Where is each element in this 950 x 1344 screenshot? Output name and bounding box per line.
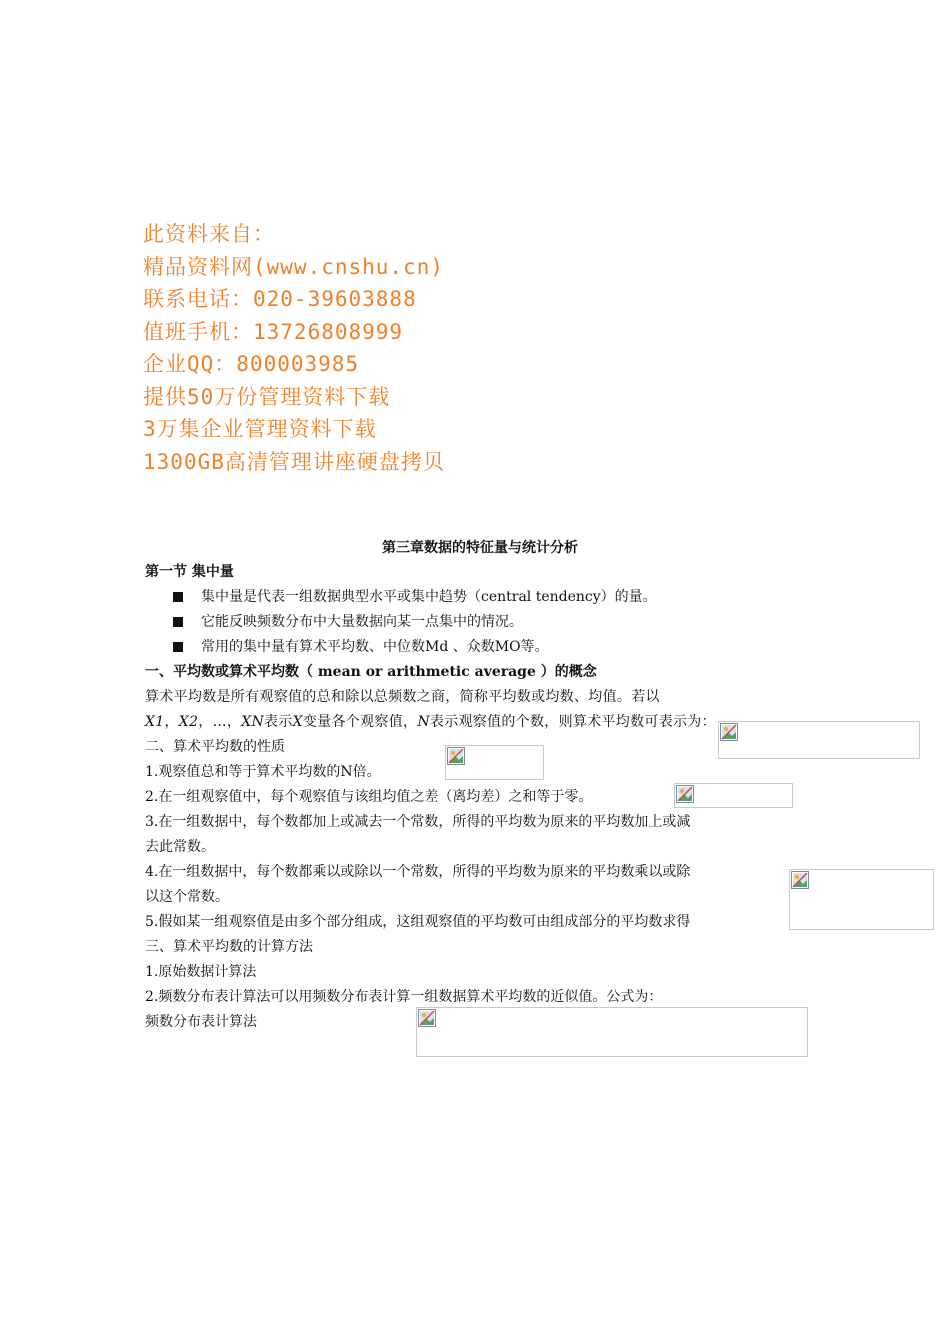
formula-image-frequency bbox=[416, 1007, 808, 1057]
formula-image-property1 bbox=[445, 745, 544, 780]
text: 表示观察值的个数，则算术平均数可表示为： bbox=[429, 714, 716, 730]
promo-line: 联系电话：020-39603888 bbox=[143, 287, 417, 311]
bullet-item bbox=[145, 635, 815, 660]
broken-image-icon bbox=[676, 785, 694, 803]
promo-line: 此资料来自： bbox=[143, 222, 275, 246]
bullet-square-icon bbox=[173, 592, 183, 602]
heading-properties: 二、算术平均数的性质 bbox=[145, 739, 285, 755]
paragraph-line: 算术平均数是所有观察值的总和除以总频数之商，简称平均数或均数、均值。若以 bbox=[145, 689, 660, 705]
var-xn: XN bbox=[241, 714, 265, 730]
property-line: 去此常数。 bbox=[145, 839, 215, 855]
property-line: 以这个常数。 bbox=[145, 889, 229, 905]
bullet-square-icon bbox=[173, 642, 183, 652]
bullet-text: 集中量是代表一组数据典型水平或集中趋势（central tendency）的量。 bbox=[201, 589, 657, 605]
formula-image-property5 bbox=[789, 869, 934, 930]
method-line: 2.频数分布表计算法可以用频数分布表计算一组数据算术平均数的近似值。公式为： bbox=[145, 989, 663, 1005]
section-title: 第一节 集中量 bbox=[145, 564, 234, 580]
bullet-text: 常用的集中量有算术平均数、中位数Md 、众数MO等。 bbox=[201, 639, 549, 655]
bullet-item bbox=[145, 610, 815, 635]
sep: ， bbox=[164, 714, 179, 730]
text: 变量各个观察值， bbox=[302, 714, 418, 730]
var-x1: X1 bbox=[145, 714, 165, 730]
var-x: X bbox=[292, 714, 303, 730]
chapter-title: 第三章数据的特征量与统计分析 bbox=[382, 540, 578, 556]
broken-image-icon bbox=[720, 723, 738, 741]
formula-image-mean bbox=[718, 721, 920, 759]
promo-line: 精品资料网(www.cnshu.cn) bbox=[143, 254, 445, 279]
property-line: 4.在一组数据中，每个数都乘以或除以一个常数，所得的平均数为原来的平均数乘以或除 bbox=[145, 864, 691, 880]
sep: ，…， bbox=[198, 714, 242, 730]
heading-methods: 三、算术平均数的计算方法 bbox=[145, 939, 313, 955]
method-line: 1.原始数据计算法 bbox=[145, 964, 257, 980]
bullet-item bbox=[145, 585, 815, 610]
property-line: 1.观察值总和等于算术平均数的N倍。 bbox=[145, 764, 381, 780]
broken-image-icon bbox=[418, 1009, 436, 1027]
property-line: 3.在一组数据中，每个数都加上或减去一个常数，所得的平均数为原来的平均数加上或减 bbox=[145, 814, 691, 830]
promo-line: 1300GB高清管理讲座硬盘拷贝 bbox=[143, 449, 445, 474]
broken-image-icon bbox=[791, 871, 809, 889]
promo-line: 企业QQ：800003985 bbox=[143, 352, 360, 376]
text: 表示 bbox=[264, 714, 293, 730]
property-line: 2.在一组观察值中，每个观察值与该组均值之差（离均差）之和等于零。 bbox=[145, 789, 593, 805]
broken-image-icon bbox=[447, 747, 465, 765]
var-n: N bbox=[417, 714, 430, 730]
promo-line: 值班手机：13726808999 bbox=[143, 319, 404, 344]
promo-line: 3万集企业管理资料下载 bbox=[143, 417, 377, 441]
formula-image-property2 bbox=[674, 783, 793, 808]
bullet-text: 它能反映频数分布中大量数据向某一点集中的情况。 bbox=[201, 614, 523, 630]
paragraph-line bbox=[145, 710, 815, 735]
var-x2: X2 bbox=[178, 714, 199, 730]
promo-block bbox=[143, 218, 445, 478]
property-line: 5.假如某一组观察值是由多个部分组成，这组观察值的平均数可由组成部分的平均数求得 bbox=[145, 914, 691, 930]
heading-concept: 一、平均数或算术平均数（ mean or arithmetic average ）的概念 bbox=[145, 664, 597, 680]
method-line: 频数分布表计算法 bbox=[145, 1014, 257, 1030]
promo-line: 提供50万份管理资料下载 bbox=[143, 384, 391, 409]
bullet-square-icon bbox=[173, 617, 183, 627]
